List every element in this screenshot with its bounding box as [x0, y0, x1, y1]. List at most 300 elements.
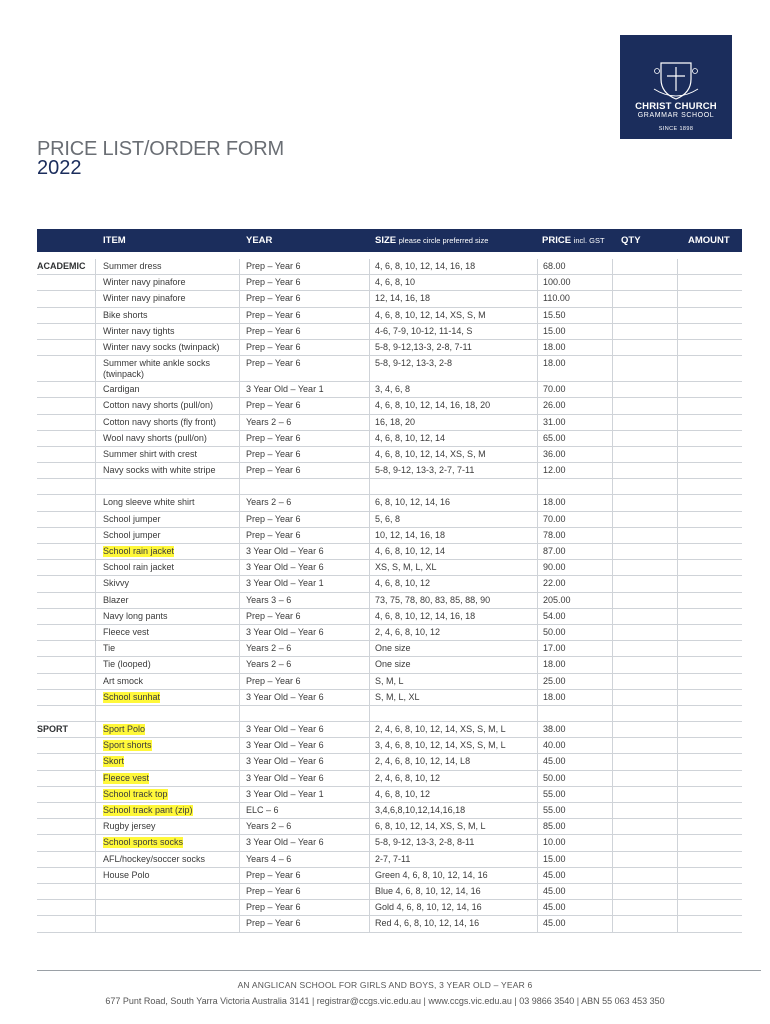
column-divider	[95, 609, 96, 624]
item-price: 18.00	[543, 497, 566, 508]
school-logo	[620, 35, 732, 139]
column-divider	[369, 528, 370, 543]
column-divider	[95, 495, 96, 510]
qty-field[interactable]	[613, 398, 676, 413]
amount-field[interactable]	[678, 447, 742, 462]
column-divider	[537, 447, 538, 462]
qty-field[interactable]	[613, 803, 676, 818]
column-divider	[239, 544, 240, 559]
column-divider	[537, 706, 538, 721]
item-year: Years 2 – 6	[246, 821, 292, 832]
item-year: 3 Year Old – Year 1	[246, 578, 324, 589]
item-year: 3 Year Old – Year 6	[246, 740, 324, 751]
column-divider	[95, 803, 96, 818]
table-row	[37, 495, 742, 511]
qty-field[interactable]	[613, 447, 676, 462]
qty-field[interactable]	[613, 259, 676, 274]
table-row	[37, 835, 742, 851]
qty-field[interactable]	[613, 356, 676, 381]
table-row	[37, 674, 742, 690]
item-year: Prep – Year 6	[246, 358, 301, 369]
section-label: SPORT	[37, 724, 69, 735]
amount-field[interactable]	[678, 754, 742, 769]
item-name: Cotton navy shorts (fly front)	[103, 416, 217, 427]
item-name: School rain jacket	[103, 546, 175, 556]
amount-field[interactable]	[678, 771, 742, 786]
item-price: 110.00	[543, 293, 570, 304]
item-price: 25.00	[543, 675, 566, 686]
item-year: 3 Year Old – Year 6	[246, 546, 324, 556]
amount-field[interactable]	[678, 900, 742, 915]
item-price: 205.00	[543, 594, 571, 605]
qty-field[interactable]	[613, 544, 676, 559]
amount-field[interactable]	[678, 819, 742, 834]
qty-field[interactable]	[613, 275, 676, 290]
column-divider	[95, 835, 96, 850]
item-year: Prep – Year 6	[246, 610, 301, 621]
qty-field[interactable]	[613, 884, 676, 899]
item-sizes: 4, 6, 8, 10	[375, 277, 416, 288]
column-divider	[369, 479, 370, 494]
column-divider	[95, 275, 96, 290]
item-sizes: 5-8, 9-12, 13-3, 2-7, 7-11	[375, 465, 475, 476]
column-divider	[239, 415, 240, 430]
footer-divider	[37, 970, 761, 971]
column-divider	[369, 916, 370, 931]
item-price: 18.00	[543, 358, 566, 369]
item-price: 85.00	[543, 821, 566, 832]
amount-field[interactable]	[678, 560, 742, 575]
amount-field[interactable]	[678, 275, 742, 290]
column-divider	[239, 852, 240, 867]
column-divider	[239, 835, 240, 850]
table-row	[37, 431, 742, 447]
item-year: 3 Year Old – Year 1	[246, 788, 324, 799]
item-year: Prep – Year 6	[246, 400, 301, 411]
qty-field[interactable]	[613, 916, 676, 931]
column-divider	[677, 479, 678, 494]
column-divider	[95, 916, 96, 931]
column-divider	[537, 625, 538, 640]
qty-field[interactable]	[613, 835, 676, 850]
column-divider	[369, 259, 370, 274]
column-divider	[95, 340, 96, 355]
item-name: AFL/hockey/soccer socks	[103, 853, 206, 864]
table-row	[37, 803, 742, 819]
column-divider	[95, 431, 96, 446]
item-price: 68.00	[543, 261, 566, 271]
section-label: ACADEMIC	[37, 261, 86, 271]
column-divider	[369, 706, 370, 721]
item-price: 31.00	[543, 416, 566, 427]
amount-field[interactable]	[678, 593, 742, 608]
column-divider	[369, 308, 370, 323]
column-divider	[239, 625, 240, 640]
column-divider	[239, 819, 240, 834]
item-year: Prep – Year 6	[246, 432, 301, 443]
column-divider	[537, 819, 538, 834]
column-divider	[239, 382, 240, 397]
column-divider	[369, 512, 370, 527]
qty-field[interactable]	[613, 819, 676, 834]
amount-field[interactable]	[678, 431, 742, 446]
column-divider	[537, 884, 538, 899]
column-divider	[95, 512, 96, 527]
amount-field[interactable]	[678, 463, 742, 478]
column-divider	[537, 593, 538, 608]
column-divider	[369, 398, 370, 413]
column-divider	[537, 900, 538, 915]
item-sizes: 3, 4, 6, 8	[375, 384, 411, 395]
item-sizes: 4, 6, 8, 10, 12, 14, 16, 18	[375, 610, 476, 621]
column-divider	[95, 787, 96, 802]
amount-field[interactable]	[678, 308, 742, 323]
table-row	[37, 356, 742, 382]
item-price: 54.00	[543, 610, 566, 621]
qty-field[interactable]	[613, 787, 676, 802]
column-divider	[369, 609, 370, 624]
column-divider	[239, 275, 240, 290]
column-divider	[537, 690, 538, 705]
column-divider	[95, 641, 96, 656]
item-sizes: 4, 6, 8, 10, 12, 14, XS, S, M	[375, 448, 486, 459]
amount-field[interactable]	[678, 674, 742, 689]
column-divider	[95, 657, 96, 672]
column-divider	[239, 674, 240, 689]
column-divider	[369, 738, 370, 753]
column-divider	[239, 609, 240, 624]
item-name: Skivvy	[103, 578, 130, 589]
item-price: 15.50	[543, 309, 566, 320]
column-divider	[612, 479, 613, 494]
qty-field[interactable]	[613, 324, 676, 339]
qty-field[interactable]	[613, 431, 676, 446]
qty-field[interactable]	[613, 340, 676, 355]
amount-field[interactable]	[678, 528, 742, 543]
column-divider	[612, 706, 613, 721]
amount-field[interactable]	[678, 884, 742, 899]
item-year: Prep – Year 6	[246, 261, 301, 271]
table-row	[37, 382, 742, 398]
item-price: 12.00	[543, 465, 566, 476]
item-name: Winter navy socks (twinpack)	[103, 341, 220, 352]
column-divider	[369, 324, 370, 339]
column-divider	[369, 447, 370, 462]
table-row	[37, 324, 742, 340]
item-price: 18.00	[543, 341, 566, 352]
amount-field[interactable]	[678, 544, 742, 559]
item-name: Wool navy shorts (pull/on)	[103, 432, 207, 443]
column-divider	[239, 916, 240, 931]
column-divider	[369, 576, 370, 591]
table-row	[37, 340, 742, 356]
amount-field[interactable]	[678, 512, 742, 527]
item-sizes: 12, 14, 16, 18	[375, 293, 431, 304]
table-spacer-row	[37, 706, 742, 722]
item-name: Tie (looped)	[103, 659, 151, 670]
column-divider	[537, 275, 538, 290]
item-price: 36.00	[543, 448, 566, 459]
item-sizes: One size	[375, 643, 411, 654]
table-row	[37, 625, 742, 641]
column-divider	[239, 690, 240, 705]
item-sizes: 10, 12, 14, 16, 18	[375, 529, 446, 540]
amount-field[interactable]	[678, 657, 742, 672]
item-sizes: 16, 18, 20	[375, 416, 416, 427]
amount-field[interactable]	[678, 803, 742, 818]
amount-field[interactable]	[678, 690, 742, 705]
item-year: Prep – Year 6	[246, 293, 301, 304]
header-qty: QTY	[621, 235, 641, 246]
item-year: Prep – Year 6	[246, 341, 301, 352]
amount-field[interactable]	[678, 291, 742, 306]
page-year: 2022	[37, 157, 82, 179]
column-divider	[239, 398, 240, 413]
column-divider	[95, 771, 96, 786]
column-divider	[95, 738, 96, 753]
table-row	[37, 916, 742, 932]
table-row	[37, 754, 742, 770]
column-divider	[537, 479, 538, 494]
item-year: Prep – Year 6	[246, 869, 301, 880]
qty-field[interactable]	[613, 722, 676, 737]
table-row	[37, 576, 742, 592]
amount-field[interactable]	[678, 916, 742, 931]
item-sizes: 4, 6, 8, 10, 12	[375, 578, 431, 589]
amount-field[interactable]	[678, 852, 742, 867]
column-divider	[239, 291, 240, 306]
column-divider	[369, 340, 370, 355]
table-row	[37, 609, 742, 625]
logo-name: CHRIST CHURCH	[635, 101, 717, 112]
column-divider	[369, 544, 370, 559]
item-name: Cotton navy shorts (pull/on)	[103, 400, 214, 411]
item-sizes: 6, 8, 10, 12, 14, 16	[375, 497, 451, 508]
amount-field[interactable]	[678, 835, 742, 850]
column-divider	[369, 291, 370, 306]
item-year: Prep – Year 6	[246, 513, 301, 524]
header-price-note: incl. GST	[573, 236, 605, 245]
column-divider	[537, 609, 538, 624]
item-year: Prep – Year 6	[246, 918, 301, 929]
qty-field[interactable]	[613, 463, 676, 478]
column-divider	[95, 819, 96, 834]
table-row	[37, 275, 742, 291]
column-divider	[239, 900, 240, 915]
column-divider	[239, 657, 240, 672]
column-divider	[239, 754, 240, 769]
table-row	[37, 738, 742, 754]
amount-field[interactable]	[678, 340, 742, 355]
item-name: Bike shorts	[103, 309, 148, 320]
column-divider	[369, 356, 370, 381]
column-divider	[95, 852, 96, 867]
amount-field[interactable]	[678, 641, 742, 656]
item-year: ELC – 6	[246, 805, 279, 815]
item-name: Navy socks with white stripe	[103, 465, 216, 476]
table-row	[37, 544, 742, 560]
qty-field[interactable]	[613, 852, 676, 867]
qty-field[interactable]	[613, 528, 676, 543]
qty-field[interactable]	[613, 291, 676, 306]
amount-field[interactable]	[678, 722, 742, 737]
amount-field[interactable]	[678, 787, 742, 802]
item-year: Years 4 – 6	[246, 853, 292, 864]
qty-field[interactable]	[613, 738, 676, 753]
amount-field[interactable]	[678, 382, 742, 397]
item-year: Years 2 – 6	[246, 643, 292, 654]
item-price: 45.00	[543, 869, 566, 880]
table-row	[37, 868, 742, 884]
column-divider	[537, 324, 538, 339]
table-row	[37, 819, 742, 835]
item-name: School rain jacket	[103, 562, 175, 573]
item-sizes: 4, 6, 8, 10, 12, 14, XS, S, M	[375, 309, 486, 320]
item-name: Art smock	[103, 675, 144, 686]
qty-field[interactable]	[613, 900, 676, 915]
item-sizes: 4, 6, 8, 10, 12, 14, 16, 18	[375, 261, 476, 271]
qty-field[interactable]	[613, 690, 676, 705]
item-price: 38.00	[543, 724, 566, 735]
item-price: 40.00	[543, 740, 566, 751]
item-year: 3 Year Old – Year 6	[246, 724, 324, 735]
qty-field[interactable]	[613, 512, 676, 527]
column-divider	[537, 415, 538, 430]
item-price: 55.00	[543, 788, 566, 799]
amount-field[interactable]	[678, 356, 742, 381]
amount-field[interactable]	[678, 609, 742, 624]
column-divider	[537, 738, 538, 753]
qty-field[interactable]	[613, 382, 676, 397]
qty-field[interactable]	[613, 593, 676, 608]
item-sizes: 6, 8, 10, 12, 14, XS, S, M, L	[375, 821, 486, 832]
qty-field[interactable]	[613, 625, 676, 640]
item-year: Prep – Year 6	[246, 277, 301, 288]
qty-field[interactable]	[613, 308, 676, 323]
column-divider	[369, 690, 370, 705]
amount-field[interactable]	[678, 738, 742, 753]
table-row	[37, 657, 742, 673]
amount-field[interactable]	[678, 868, 742, 883]
column-divider	[239, 593, 240, 608]
qty-field[interactable]	[613, 771, 676, 786]
column-divider	[95, 674, 96, 689]
amount-field[interactable]	[678, 576, 742, 591]
item-year: 3 Year Old – Year 6	[246, 562, 324, 573]
item-price: 100.00	[543, 277, 571, 288]
item-name: Summer shirt with crest	[103, 448, 198, 459]
item-year: Years 2 – 6	[246, 659, 292, 670]
item-sizes: 5-8, 9-12,13-3, 2-8, 7-11	[375, 341, 472, 352]
item-sizes: XS, S, M, L, XL	[375, 562, 437, 573]
column-divider	[95, 560, 96, 575]
item-sizes: 5, 6, 8	[375, 513, 401, 524]
qty-field[interactable]	[613, 657, 676, 672]
column-divider	[537, 356, 538, 381]
qty-field[interactable]	[613, 415, 676, 430]
item-year: Prep – Year 6	[246, 309, 301, 320]
item-price: 65.00	[543, 432, 566, 443]
table-header	[37, 229, 742, 252]
item-name: Summer white ankle socks (twinpack)	[103, 358, 211, 380]
item-sizes: 2, 4, 6, 8, 10, 12	[375, 626, 441, 637]
column-divider	[537, 340, 538, 355]
column-divider	[95, 479, 96, 494]
amount-field[interactable]	[678, 398, 742, 413]
qty-field[interactable]	[613, 868, 676, 883]
item-name: School sunhat	[103, 691, 161, 702]
column-divider	[369, 900, 370, 915]
table-row	[37, 641, 742, 657]
footer-tagline: AN ANGLICAN SCHOOL FOR GIRLS AND BOYS, 3 YEAR OLD – YEAR 6	[237, 980, 533, 990]
column-divider	[95, 308, 96, 323]
qty-field[interactable]	[613, 560, 676, 575]
column-divider	[239, 447, 240, 462]
column-divider	[369, 852, 370, 867]
item-sizes: Blue 4, 6, 8, 10, 12, 14, 16	[375, 885, 481, 896]
header-price: PRICE incl. GST	[542, 235, 605, 246]
item-name: School jumper	[103, 513, 161, 524]
item-sizes: Red 4, 6, 8, 10, 12, 14, 16	[375, 918, 480, 929]
amount-field[interactable]	[678, 324, 742, 339]
column-divider	[95, 528, 96, 543]
amount-field[interactable]	[678, 625, 742, 640]
qty-field[interactable]	[613, 754, 676, 769]
column-divider	[95, 291, 96, 306]
qty-field[interactable]	[613, 576, 676, 591]
column-divider	[239, 324, 240, 339]
column-divider	[95, 356, 96, 381]
item-year: Years 2 – 6	[246, 497, 292, 508]
item-price: 45.00	[543, 885, 566, 896]
column-divider	[239, 738, 240, 753]
item-sizes: 4, 6, 8, 10, 12, 14	[375, 546, 446, 556]
item-name: Navy long pants	[103, 610, 168, 621]
item-year: Prep – Year 6	[246, 885, 301, 896]
item-name: School track top	[103, 788, 168, 799]
price-table	[37, 259, 742, 933]
column-divider	[239, 463, 240, 478]
qty-field[interactable]	[613, 495, 676, 510]
column-divider	[537, 803, 538, 818]
table-row	[37, 447, 742, 463]
amount-field[interactable]	[678, 415, 742, 430]
item-name: Skort	[103, 756, 125, 767]
item-name: House Polo	[103, 869, 150, 880]
item-name: Winter navy tights	[103, 325, 175, 336]
item-sizes: S, M, L, XL	[375, 691, 420, 702]
column-divider	[369, 382, 370, 397]
table-row	[37, 415, 742, 431]
header-amount: AMOUNT	[688, 235, 730, 246]
column-divider	[95, 382, 96, 397]
item-price: 15.00	[543, 325, 566, 336]
amount-field[interactable]	[678, 495, 742, 510]
item-year: Prep – Year 6	[246, 448, 301, 459]
qty-field[interactable]	[613, 674, 676, 689]
table-row	[37, 560, 742, 576]
column-divider	[95, 259, 96, 274]
table-row	[37, 593, 742, 609]
amount-field[interactable]	[678, 259, 742, 274]
column-divider	[369, 625, 370, 640]
table-row	[37, 512, 742, 528]
item-price: 78.00	[543, 529, 566, 540]
column-divider	[537, 259, 538, 274]
column-divider	[95, 463, 96, 478]
qty-field[interactable]	[613, 641, 676, 656]
qty-field[interactable]	[613, 609, 676, 624]
